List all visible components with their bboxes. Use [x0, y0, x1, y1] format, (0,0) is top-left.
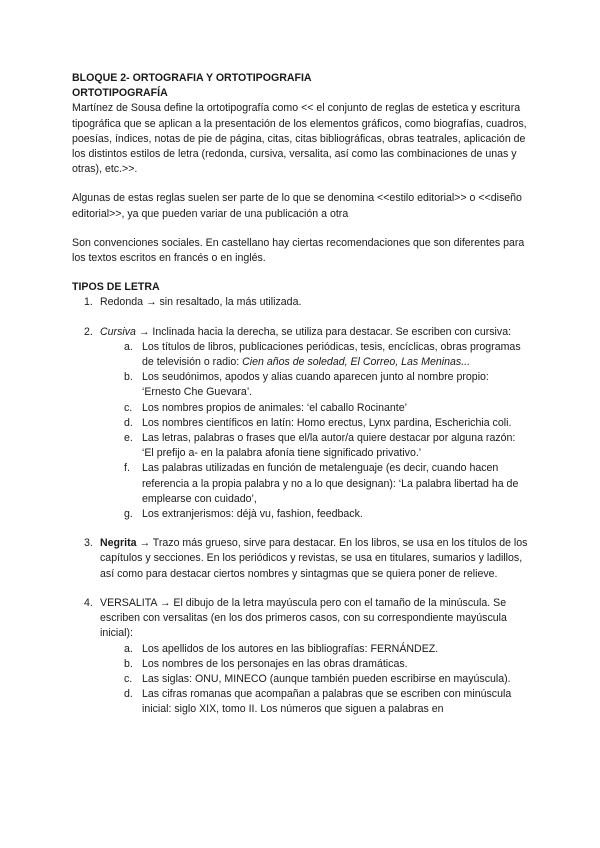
- term-cursiva: Cursiva: [100, 325, 136, 338]
- sublist-item: g. Los extranjerismos: déjà vu, fashion, feedback.: [124, 508, 363, 521]
- desc-redonda: → sin resaltado, la más utilizada.: [143, 296, 302, 309]
- paragraph-conventions: Son convenciones sociales. En castellano hay ciertas recomendaciones que son diferentes para los textos escritos en francés o en inglés.: [72, 236, 525, 265]
- term-negrita: Negrita: [100, 537, 137, 550]
- versalita-sublist: [100, 642, 530, 718]
- list-number: 1.: [84, 296, 93, 309]
- section-heading-tipos-de-letra: TIPOS DE LETRA: [72, 281, 160, 294]
- document-body: [72, 71, 530, 718]
- list-item-negrita: [72, 536, 530, 582]
- section-heading-ortotipografia: ORTOTIPOGRAFÍA: [72, 87, 168, 100]
- paragraph-editorial-style: Algunas de estas reglas suelen ser parte de lo que se denomina <<estilo editorial>> o <<diseño editorial>>, ya que pueden variar de una publicación a otra: [72, 192, 522, 220]
- desc-versalita: → El dibujo de la letra mayúscula pero con el tamaño de la minúscula. Se escriben con versalitas (en los dos primeros casos, con su correspondiente mayúscula inicial):: [100, 596, 507, 640]
- sublist-item: f. Las palabras utilizadas en función de metalenguaje (es decir, cuando hacen referencia a la propia palabra y no a lo que designan): ‘La palabra libertad ha de emplearse con cuidado’,: [124, 462, 519, 505]
- sublist-item: c. Los nombres propios de animales: ‘el caballo Rocinante’: [124, 401, 407, 414]
- sublist-item: b. Los nombres de los personajes en las obras dramáticas.: [124, 657, 408, 670]
- list-item-cursiva: [72, 325, 530, 523]
- cursiva-sublist: [100, 340, 530, 522]
- sublist-item: d. Las cifras romanas que acompañan a palabras que se escriben con minúscula inicial: siglo XIX, tomo II. Los números que siguen a palabras en: [124, 688, 512, 716]
- list-item-redonda: [72, 295, 530, 310]
- sublist-item: b. Los seudónimos, apodos y alias cuando aparecen junto al nombre propio: ‘Ernesto Che Guevara’.: [124, 371, 489, 399]
- sublist-item: a. Los apellidos de los autores en las bibliografías: FERNÁNDEZ.: [124, 642, 439, 655]
- term-versalita: VERSALITA: [100, 596, 157, 609]
- paragraph-definition: Martínez de Sousa define la ortotipografía como << el conjunto de reglas de estetica y escritura tipográfica que se aplican a la presentación de los elementos gráficos, como biografías, cuadros, poesías, índices, notas de pie de página, citas, citas bibliográficas, obras teatrales, aplicación de los distintos estilos de letra (redonda, cursiva, versalita, así como las combinaciones de unas y otras), etc.>>.: [72, 102, 527, 176]
- list-number: 4.: [84, 596, 93, 609]
- block-heading: BLOQUE 2- ORTOGRAFIA Y ORTOTIPOGRAFIA: [72, 72, 312, 84]
- sublist-item: a. Los títulos de libros, publicaciones periódicas, tesis, encíclicas, obras programas de televisión o radio: Cien años de soledad, El Correo, Las Meninas...: [124, 340, 521, 369]
- sublist-item: c. Las siglas: ONU, MINECO (aunque también pueden escribirse en mayúscula).: [124, 672, 511, 685]
- desc-cursiva: → Inclinada hacia la derecha, se utiliza para destacar. Se escriben con cursiva:: [135, 325, 512, 338]
- list-number: 3.: [84, 537, 93, 550]
- sublist-item: e. Las letras, palabras o frases que el/la autor/a quiere destacar por alguna razón: ‘El prefijo a- en la palabra afonía tiene significado privativo.’: [124, 432, 516, 460]
- desc-negrita: → Trazo más grueso, sirve para destacar. En los libros, se usa en los títulos de los capítulos y secciones. En los periódicos y revistas, se usa en titulares, sumarios y ladillos, así como para destacar ciertos nombres y sintagmas que se quiera poner de relieve.: [100, 537, 528, 580]
- sublist-item: d. Los nombres científicos en latín: Homo erectus, Lynx pardina, Escherichia coli.: [124, 416, 512, 429]
- term-redonda: Redonda: [100, 296, 144, 309]
- letter-types-list: [72, 295, 530, 717]
- list-number: 2.: [84, 325, 93, 338]
- list-item-versalita: [72, 596, 530, 718]
